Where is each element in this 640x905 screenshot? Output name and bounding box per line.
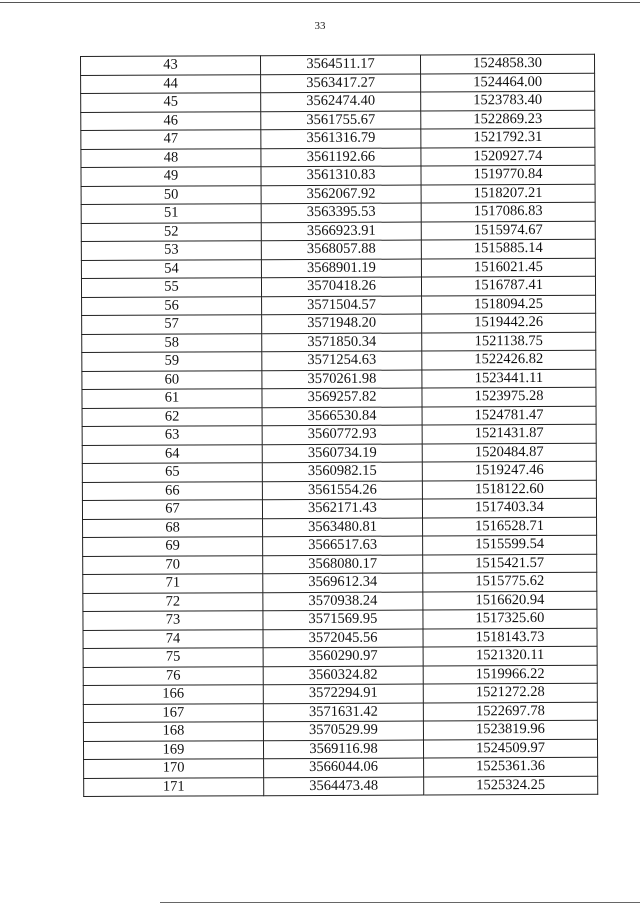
x-coordinate-cell: 3569116.98 xyxy=(263,740,423,759)
table-row xyxy=(83,665,597,686)
x-coordinate-cell: 3566044.06 xyxy=(264,758,424,777)
x-coordinate-cell: 3566530.84 xyxy=(262,407,422,426)
point-number-cell: 62 xyxy=(82,407,262,426)
y-coordinate-cell: 1521272.28 xyxy=(423,683,597,702)
y-coordinate-cell: 1518207.21 xyxy=(421,184,595,203)
y-coordinate-cell: 1521431.87 xyxy=(422,424,596,443)
point-number-cell: 63 xyxy=(82,426,262,445)
y-coordinate-cell: 1521792.31 xyxy=(421,128,595,147)
x-coordinate-cell: 3566923.91 xyxy=(261,222,421,241)
point-number-cell: 57 xyxy=(82,315,262,334)
table-row xyxy=(83,554,597,575)
y-coordinate-cell: 1523783.40 xyxy=(421,91,595,110)
x-coordinate-cell: 3564511.17 xyxy=(261,55,421,74)
table-row xyxy=(83,628,597,649)
point-number-cell: 69 xyxy=(83,537,263,556)
point-number-cell: 43 xyxy=(81,56,261,75)
y-coordinate-cell: 1515421.57 xyxy=(423,554,597,573)
point-number-cell: 51 xyxy=(81,204,261,223)
point-number-cell: 171 xyxy=(84,777,264,796)
y-coordinate-cell: 1524464.00 xyxy=(421,73,595,92)
y-coordinate-cell: 1517325.60 xyxy=(423,609,597,628)
table-row xyxy=(82,498,596,519)
point-number-cell: 44 xyxy=(81,74,261,93)
point-number-cell: 45 xyxy=(81,93,261,112)
top-rule xyxy=(0,2,640,3)
point-number-cell: 170 xyxy=(84,759,264,778)
point-number-cell: 70 xyxy=(83,555,263,574)
x-coordinate-cell: 3561192.66 xyxy=(261,148,421,167)
table-row xyxy=(81,258,595,279)
table-row xyxy=(82,313,596,334)
x-coordinate-cell: 3560772.93 xyxy=(262,425,422,444)
point-number-cell: 76 xyxy=(83,666,263,685)
table-row xyxy=(82,424,596,445)
y-coordinate-cell: 1519966.22 xyxy=(423,665,597,684)
point-number-cell: 71 xyxy=(83,574,263,593)
x-coordinate-cell: 3569612.34 xyxy=(263,573,423,592)
x-coordinate-cell: 3568901.19 xyxy=(261,259,421,278)
table-row xyxy=(81,276,595,297)
y-coordinate-cell: 1516787.41 xyxy=(421,276,595,295)
point-number-cell: 72 xyxy=(83,592,263,611)
x-coordinate-cell: 3564473.48 xyxy=(264,777,424,796)
table-row xyxy=(81,73,595,94)
point-number-cell: 67 xyxy=(82,500,262,519)
x-coordinate-cell: 3572294.91 xyxy=(263,684,423,703)
point-number-cell: 56 xyxy=(82,296,262,315)
point-number-cell: 48 xyxy=(81,148,261,167)
table-row xyxy=(82,387,596,408)
y-coordinate-cell: 1517403.34 xyxy=(422,498,596,517)
x-coordinate-cell: 3571948.20 xyxy=(262,314,422,333)
table-row xyxy=(81,184,595,205)
point-number-cell: 52 xyxy=(81,222,261,241)
table-row xyxy=(81,165,595,186)
y-coordinate-cell: 1525324.25 xyxy=(424,776,598,795)
point-number-cell: 169 xyxy=(83,740,263,759)
table-row xyxy=(82,480,596,501)
y-coordinate-cell: 1517086.83 xyxy=(421,202,595,221)
y-coordinate-cell: 1519247.46 xyxy=(422,461,596,480)
y-coordinate-cell: 1515775.62 xyxy=(423,572,597,591)
point-number-cell: 47 xyxy=(81,130,261,149)
point-number-cell: 46 xyxy=(81,111,261,130)
table-row xyxy=(82,443,596,464)
table-row xyxy=(82,369,596,390)
point-number-cell: 54 xyxy=(81,259,261,278)
y-coordinate-cell: 1516620.94 xyxy=(423,591,597,610)
table-row xyxy=(81,128,595,149)
table-row xyxy=(81,202,595,223)
table-row xyxy=(81,239,595,260)
bottom-rule xyxy=(160,902,640,903)
point-number-cell: 65 xyxy=(82,463,262,482)
point-number-cell: 167 xyxy=(83,703,263,722)
x-coordinate-cell: 3571504.57 xyxy=(262,296,422,315)
x-coordinate-cell: 3569257.82 xyxy=(262,388,422,407)
table-row xyxy=(81,147,595,168)
x-coordinate-cell: 3571254.63 xyxy=(262,351,422,370)
page-number: 33 xyxy=(314,20,326,32)
point-number-cell: 73 xyxy=(83,611,263,630)
x-coordinate-cell: 3560290.97 xyxy=(263,647,423,666)
x-coordinate-cell: 3562171.43 xyxy=(262,499,422,518)
x-coordinate-cell: 3571631.42 xyxy=(263,703,423,722)
x-coordinate-cell: 3563480.81 xyxy=(263,518,423,537)
y-coordinate-cell: 1523975.28 xyxy=(422,387,596,406)
y-coordinate-cell: 1522426.82 xyxy=(422,350,596,369)
x-coordinate-cell: 3560982.15 xyxy=(262,462,422,481)
x-coordinate-cell: 3561755.67 xyxy=(261,111,421,130)
y-coordinate-cell: 1522697.78 xyxy=(423,702,597,721)
x-coordinate-cell: 3570418.26 xyxy=(261,277,421,296)
point-number-cell: 64 xyxy=(82,444,262,463)
point-number-cell: 49 xyxy=(81,167,261,186)
table-row xyxy=(83,720,597,741)
y-coordinate-cell: 1524509.97 xyxy=(423,739,597,758)
y-coordinate-cell: 1516528.71 xyxy=(423,517,597,536)
table-row xyxy=(83,646,597,667)
table-row xyxy=(83,702,597,723)
table-row xyxy=(81,54,595,75)
x-coordinate-cell: 3568057.88 xyxy=(261,240,421,259)
point-number-cell: 59 xyxy=(82,352,262,371)
coordinates-table-body xyxy=(81,54,598,796)
table-row xyxy=(82,406,596,427)
x-coordinate-cell: 3563417.27 xyxy=(261,74,421,93)
x-coordinate-cell: 3571569.95 xyxy=(263,610,423,629)
point-number-cell: 75 xyxy=(83,648,263,667)
x-coordinate-cell: 3570529.99 xyxy=(263,721,423,740)
y-coordinate-cell: 1523441.11 xyxy=(422,369,596,388)
y-coordinate-cell: 1519442.26 xyxy=(422,313,596,332)
x-coordinate-cell: 3560734.19 xyxy=(262,444,422,463)
table-row xyxy=(83,517,597,538)
point-number-cell: 74 xyxy=(83,629,263,648)
y-coordinate-cell: 1520927.74 xyxy=(421,147,595,166)
point-number-cell: 166 xyxy=(83,685,263,704)
y-coordinate-cell: 1518094.25 xyxy=(422,295,596,314)
y-coordinate-cell: 1515974.67 xyxy=(421,221,595,240)
table-row xyxy=(82,295,596,316)
point-number-cell: 66 xyxy=(82,481,262,500)
x-coordinate-cell: 3566517.63 xyxy=(263,536,423,555)
x-coordinate-cell: 3563395.53 xyxy=(261,203,421,222)
point-number-cell: 53 xyxy=(81,241,261,260)
point-number-cell: 55 xyxy=(81,278,261,297)
y-coordinate-cell: 1522869.23 xyxy=(421,110,595,129)
point-number-cell: 168 xyxy=(83,722,263,741)
x-coordinate-cell: 3572045.56 xyxy=(263,629,423,648)
point-number-cell: 61 xyxy=(82,389,262,408)
x-coordinate-cell: 3561310.83 xyxy=(261,166,421,185)
table-row xyxy=(82,461,596,482)
coordinates-table xyxy=(80,54,598,797)
table-row xyxy=(83,591,597,612)
y-coordinate-cell: 1523819.96 xyxy=(423,720,597,739)
y-coordinate-cell: 1519770.84 xyxy=(421,165,595,184)
y-coordinate-cell: 1520484.87 xyxy=(422,443,596,462)
table-row xyxy=(83,739,597,760)
table-row xyxy=(81,221,595,242)
x-coordinate-cell: 3560324.82 xyxy=(263,666,423,685)
y-coordinate-cell: 1515599.54 xyxy=(423,535,597,554)
x-coordinate-cell: 3562474.40 xyxy=(261,92,421,111)
table-row xyxy=(82,332,596,353)
y-coordinate-cell: 1524781.47 xyxy=(422,406,596,425)
point-number-cell: 60 xyxy=(82,370,262,389)
point-number-cell: 58 xyxy=(82,333,262,352)
point-number-cell: 68 xyxy=(83,518,263,537)
x-coordinate-cell: 3562067.92 xyxy=(261,185,421,204)
x-coordinate-cell: 3568080.17 xyxy=(263,555,423,574)
x-coordinate-cell: 3570938.24 xyxy=(263,592,423,611)
y-coordinate-cell: 1525361.36 xyxy=(424,757,598,776)
x-coordinate-cell: 3561554.26 xyxy=(262,481,422,500)
y-coordinate-cell: 1515885.14 xyxy=(421,239,595,258)
table-row xyxy=(83,535,597,556)
y-coordinate-cell: 1521320.11 xyxy=(423,646,597,665)
table-row xyxy=(84,776,598,797)
y-coordinate-cell: 1518143.73 xyxy=(423,628,597,647)
table-row xyxy=(83,609,597,630)
point-number-cell: 50 xyxy=(81,185,261,204)
y-coordinate-cell: 1521138.75 xyxy=(422,332,596,351)
x-coordinate-cell: 3571850.34 xyxy=(262,333,422,352)
y-coordinate-cell: 1524858.30 xyxy=(420,54,594,73)
table-row xyxy=(81,110,595,131)
x-coordinate-cell: 3570261.98 xyxy=(262,370,422,389)
table-row xyxy=(84,757,598,778)
y-coordinate-cell: 1516021.45 xyxy=(421,258,595,277)
table-row xyxy=(83,683,597,704)
table-row xyxy=(81,91,595,112)
table-row xyxy=(82,350,596,371)
y-coordinate-cell: 1518122.60 xyxy=(422,480,596,499)
table-row xyxy=(83,572,597,593)
x-coordinate-cell: 3561316.79 xyxy=(261,129,421,148)
